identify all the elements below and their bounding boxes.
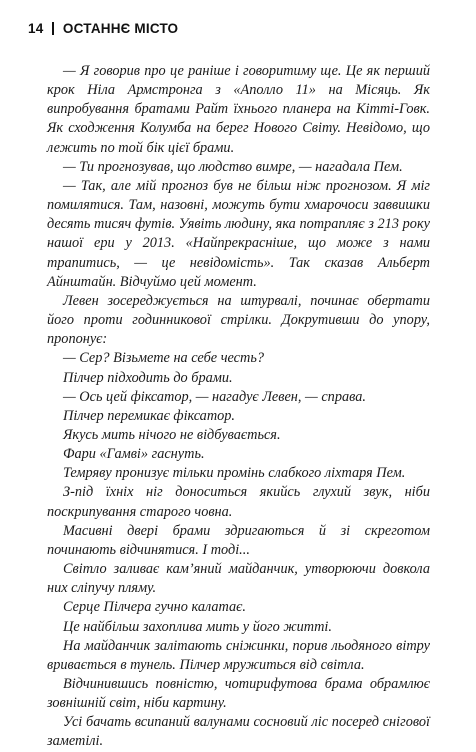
paragraph: Фари «Гамві» гаснуть. bbox=[63, 446, 205, 463]
body-text bbox=[47, 62, 430, 752]
paragraph: Якусь мить нічого не відбувається. bbox=[63, 426, 281, 443]
header-separator bbox=[52, 22, 54, 35]
paragraph: Левен зосереджується на штурвалі, починає обертати його проти годинникової стрілки. Докрутивши до упору, пропонує: bbox=[47, 292, 430, 348]
paragraph: — Сер? Візьмете на себе честь? bbox=[63, 350, 264, 367]
paragraph: — Я говорив про це раніше і говоритиму ще. Це як перший крок Ніла Армстронга з «Аполло 11» на Місяць. Як випробування братами Райт їхнього планера на Кітті-Говк. Як сходження Колумба на берег Нового Світу. Невідомо, що лежить по той бік цієї брами. bbox=[47, 63, 430, 156]
paragraph: Пілчер перемикає фіксатор. bbox=[63, 407, 236, 424]
page-number: 14 bbox=[28, 21, 44, 36]
paragraph: Серце Пілчера гучно калатає. bbox=[63, 599, 246, 616]
paragraph: Світло заливає кам’яний майданчик, утворюючи довкола них сліпучу пляму. bbox=[47, 561, 430, 597]
paragraph: Це найбільш захоплива мить у його житті. bbox=[63, 618, 332, 635]
paragraph: Масивні двері брами здригаються й зі скреготом починають відчинятися. І тоді... bbox=[47, 522, 430, 558]
paragraph: Темряву пронизує тільки промінь слабкого ліхтаря Пем. bbox=[63, 465, 406, 482]
book-title: ОСТАННЄ МІСТО bbox=[62, 21, 179, 36]
paragraph: Усі бачать всипаний валунами сосновий ліс посеред снігової заметілі. bbox=[47, 714, 430, 750]
paragraph: Відчинившись повністю, чотирифутова брама обрамлює зовнішній світ, ніби картину. bbox=[47, 676, 430, 712]
paragraph: — Так, але мій прогноз був не більш ніж прогнозом. Я міг помилятися. Там, назовні, можуть бути хмарочоси заввишки десять тисяч футів. Уявіть людину, яка потрапляє з 213 року нашої ери у 2013. «Найпрекрасніше, що може з нами трапитись, — це невідомість». Так сказав Альберт Айнштайн. Відчуймо цей момент. bbox=[47, 177, 430, 290]
paragraph: На майданчик залітають сніжинки, порив льодяного вітру вривається в тунель. Пілчер мружиться від світла. bbox=[47, 637, 430, 673]
paragraph: Пілчер підходить до брами. bbox=[63, 369, 233, 386]
paragraph: — Ось цей фіксатор, — нагадує Левен, — справа. bbox=[63, 388, 366, 405]
running-head bbox=[28, 21, 178, 36]
paragraph: З-під їхніх ніг доноситься якийсь глухий звук, ніби поскрипування старого човна. bbox=[47, 484, 430, 520]
paragraph: — Ти прогнозував, що людство вимре, — нагадала Пем. bbox=[63, 158, 403, 175]
